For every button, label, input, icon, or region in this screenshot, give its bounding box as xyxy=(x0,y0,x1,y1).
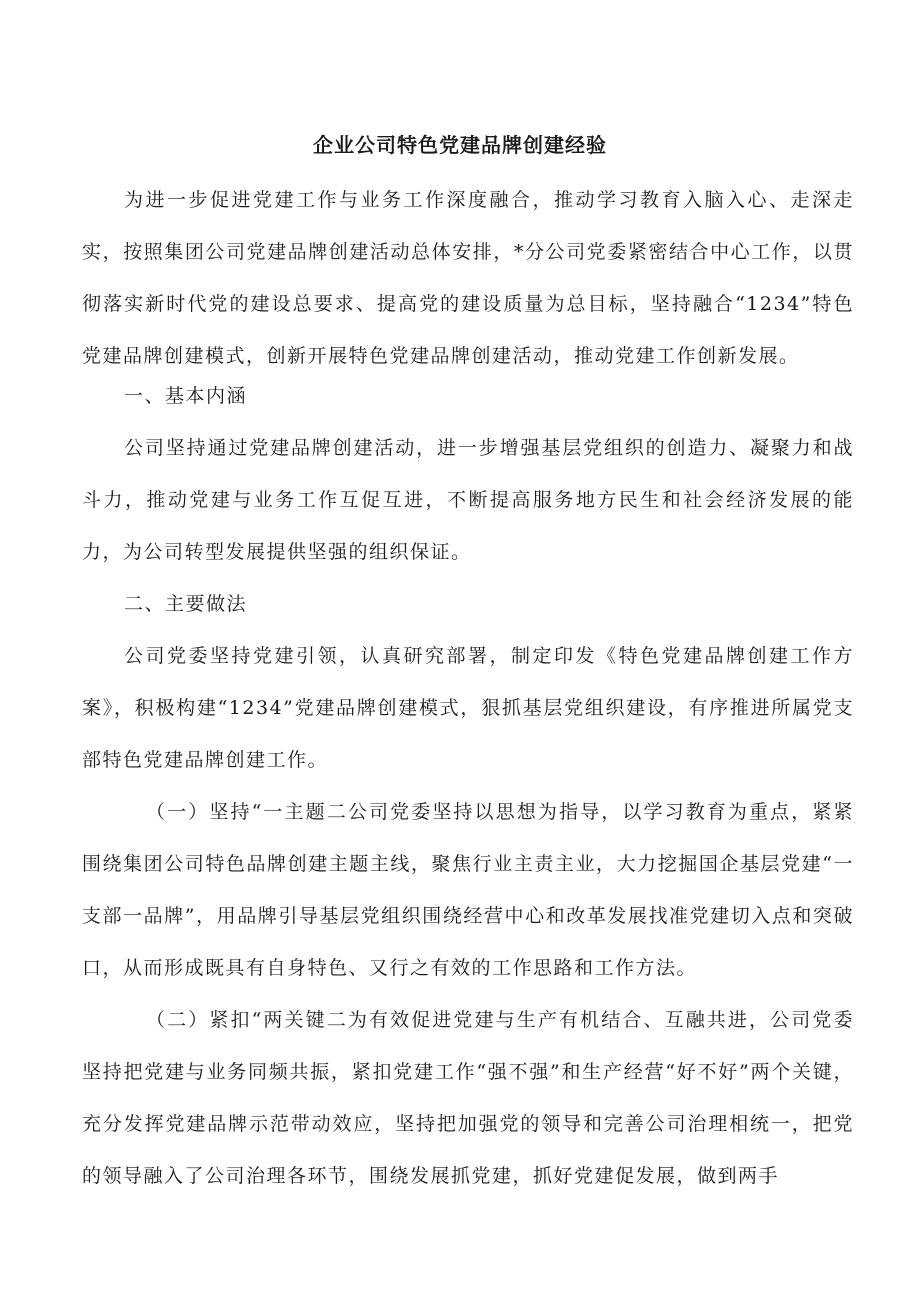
section-body-practice: 公司党委坚持党建引领，认真研究部署，制定印发《特色党建品牌创建工作方案》，积极构建“1234”党建品牌创建模式，狠抓基层党组织建设，有序推进所属党支部特色党建品牌创建工作。 xyxy=(82,645,854,771)
section-heading-practice: 二、主要做法 xyxy=(124,593,248,615)
document-title: 企业公司特色党建品牌创建经验 xyxy=(313,133,607,157)
intro-paragraph: 为进一步促进党建工作与业务工作深度融合，推动学习教育入脑入心、走深走实，按照集团公司党建品牌创建活动总体安排，*分公司党委紧密结合中心工作，以贯彻落实新时代党的建设总要求、提高党的建设质量为总目标，坚持融合“1234”特色党建品牌创建模式，创新开展特色党建品牌创建活动，推动党建工作创新发展。 xyxy=(82,189,854,367)
list-item-two: （二）紧扣“两关键二为有效促进党建与生产有机结合、互融共进，公司党委坚持把党建与业务同频共振，紧扣党建工作“强不强”和生产经营“好不好”两个关键，充分发挥党建品牌示范带动效应，坚持把加强党的领导和完善公司治理相统一，把党的领导融入了公司治理各环节，围绕发展抓党建，抓好党建促发展，做到两手 xyxy=(82,1009,854,1187)
section-heading-basic: 一、基本内涵 xyxy=(124,385,248,407)
list-item-one: （一）坚持“一主题二公司党委坚持以思想为指导，以学习教育为重点，紧紧围绕集团公司特色品牌创建主题主线，聚焦行业主责主业，大力挖掘国企基层党建“一支部一品牌”，用品牌引导基层党组织围绕经营中心和改革发展找准党建切入点和突破口，从而形成既具有自身特色、又行之有效的工作思路和工作方法。 xyxy=(82,801,854,979)
section-body-basic: 公司坚持通过党建品牌创建活动，进一步增强基层党组织的创造力、凝聚力和战斗力，推动党建与业务工作互促互进，不断提高服务地方民生和社会经济发展的能力，为公司转型发展提供坚强的组织保证。 xyxy=(82,437,854,563)
